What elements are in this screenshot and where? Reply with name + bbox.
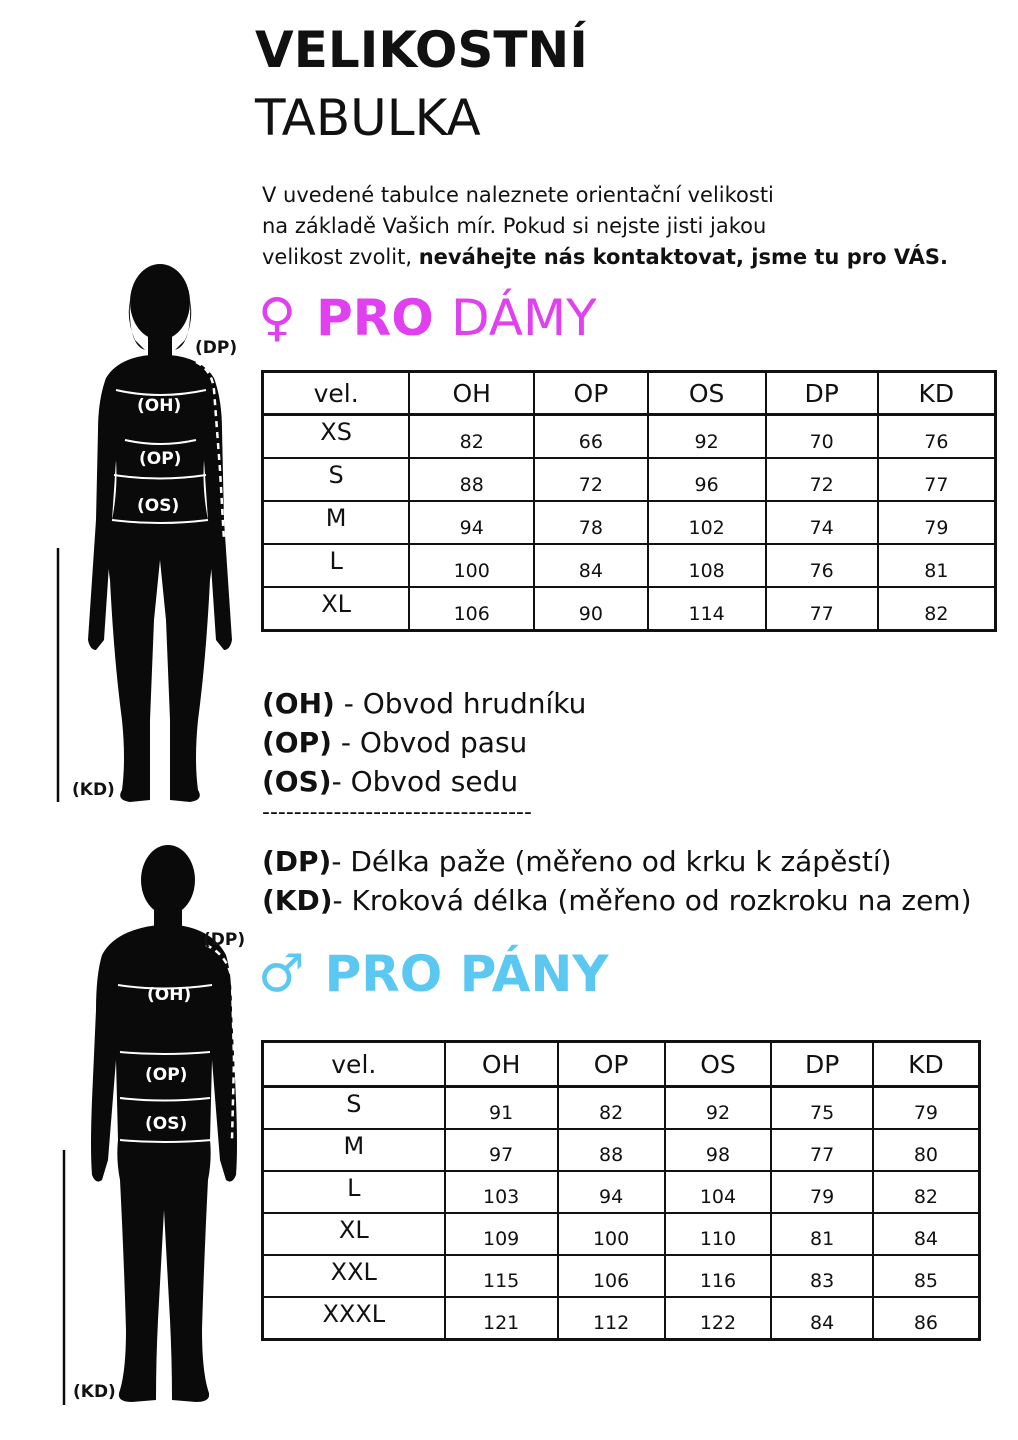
- value-cell: 110: [665, 1213, 772, 1255]
- table-header-cell: OP: [558, 1042, 665, 1087]
- size-cell: XS: [263, 415, 410, 459]
- table-row: [263, 415, 996, 459]
- value-cell: 77: [766, 587, 878, 631]
- value-cell: 81: [878, 544, 996, 587]
- female-label-dp: (DP): [195, 338, 238, 358]
- value-cell: 72: [766, 458, 878, 501]
- female-label-kd: (KD): [72, 780, 115, 800]
- legend-os-text: - Obvod sedu: [331, 765, 519, 798]
- table-header-cell: DP: [766, 372, 878, 415]
- men-section-heading: [258, 944, 609, 1004]
- table-header-cell: KD: [873, 1042, 980, 1087]
- value-cell: 88: [409, 458, 534, 501]
- legend-op-code: (OP): [262, 726, 332, 759]
- value-cell: 98: [665, 1129, 772, 1171]
- value-cell: 76: [878, 415, 996, 459]
- value-cell: 100: [558, 1213, 665, 1255]
- legend-kd-text: - Kroková délka (měřeno od rozkroku na zem): [332, 884, 972, 917]
- legend-dp-text: - Délka paže (měřeno od krku k zápěstí): [331, 845, 892, 878]
- value-cell: 121: [445, 1297, 558, 1340]
- page-title-line-2: TABULKA: [255, 89, 481, 147]
- size-cell: XXL: [263, 1255, 445, 1297]
- table-header-cell: OP: [534, 372, 647, 415]
- legend-os-code: (OS): [262, 765, 332, 798]
- value-cell: 82: [558, 1087, 665, 1130]
- table-row: [263, 1297, 980, 1340]
- value-cell: 82: [873, 1171, 980, 1213]
- size-cell: XXXL: [263, 1297, 445, 1340]
- size-cell: M: [263, 1129, 445, 1171]
- female-symbol-icon: ♀: [258, 288, 297, 348]
- table-header-cell: OH: [445, 1042, 558, 1087]
- value-cell: 70: [766, 415, 878, 459]
- legend-op-text: - Obvod pasu: [331, 726, 528, 759]
- table-row: [263, 587, 996, 631]
- table-row: [263, 544, 996, 587]
- table-header-cell: vel.: [263, 372, 410, 415]
- table-header-cell: KD: [878, 372, 996, 415]
- value-cell: 77: [771, 1129, 872, 1171]
- value-cell: 92: [665, 1087, 772, 1130]
- men-heading-pro: PRO: [324, 945, 443, 1003]
- table-row: [263, 1087, 980, 1130]
- table-row: [263, 1171, 980, 1213]
- size-cell: S: [263, 458, 410, 501]
- table-header-cell: vel.: [263, 1042, 445, 1087]
- table-header-cell: OS: [665, 1042, 772, 1087]
- value-cell: 77: [878, 458, 996, 501]
- women-section-heading: [258, 288, 597, 348]
- female-label-op: (OP): [139, 449, 182, 469]
- female-label-oh: (OH): [137, 396, 182, 416]
- legend: [262, 684, 586, 825]
- value-cell: 106: [558, 1255, 665, 1297]
- size-cell: M: [263, 501, 410, 544]
- value-cell: 92: [648, 415, 766, 459]
- value-cell: 78: [534, 501, 647, 544]
- value-cell: 82: [878, 587, 996, 631]
- value-cell: 122: [665, 1297, 772, 1340]
- page-title-line-1: VELIKOSTNÍ: [255, 21, 588, 79]
- value-cell: 76: [766, 544, 878, 587]
- value-cell: 79: [878, 501, 996, 544]
- male-label-oh: (OH): [147, 985, 192, 1005]
- size-cell: S: [263, 1087, 445, 1130]
- value-cell: 74: [766, 501, 878, 544]
- table-header-row: [263, 372, 996, 415]
- legend-kd: [262, 881, 972, 920]
- value-cell: 84: [771, 1297, 872, 1340]
- value-cell: 82: [409, 415, 534, 459]
- table-row: [263, 458, 996, 501]
- value-cell: 86: [873, 1297, 980, 1340]
- value-cell: 91: [445, 1087, 558, 1130]
- value-cell: 116: [665, 1255, 772, 1297]
- size-cell: L: [263, 1171, 445, 1213]
- value-cell: 109: [445, 1213, 558, 1255]
- value-cell: 97: [445, 1129, 558, 1171]
- table-header-cell: DP: [771, 1042, 872, 1087]
- male-label-kd: (KD): [73, 1382, 116, 1402]
- value-cell: 100: [409, 544, 534, 587]
- table-header-cell: OS: [648, 372, 766, 415]
- table-row: [263, 1129, 980, 1171]
- legend-dp-code: (DP): [262, 845, 332, 878]
- value-cell: 81: [771, 1213, 872, 1255]
- table-row: [263, 1255, 980, 1297]
- value-cell: 83: [771, 1255, 872, 1297]
- legend-lengths: [262, 842, 972, 920]
- table-header-cell: OH: [409, 372, 534, 415]
- value-cell: 108: [648, 544, 766, 587]
- value-cell: 104: [665, 1171, 772, 1213]
- size-cell: XL: [263, 587, 410, 631]
- legend-oh-code: (OH): [262, 687, 335, 720]
- legend-kd-code: (KD): [262, 884, 333, 917]
- table-row: [263, 1213, 980, 1255]
- female-label-os: (OS): [137, 496, 180, 516]
- value-cell: 90: [534, 587, 647, 631]
- legend-separator: ----------------------------------: [262, 800, 532, 825]
- male-label-dp: (DP): [203, 930, 246, 950]
- legend-dp: [262, 842, 972, 881]
- male-label-os: (OS): [145, 1114, 188, 1134]
- legend-oh-text: - Obvod hrudníku: [334, 687, 587, 720]
- table-header-row: [263, 1042, 980, 1087]
- value-cell: 84: [534, 544, 647, 587]
- women-heading-pro: PRO: [316, 289, 434, 347]
- size-cell: L: [263, 544, 410, 587]
- value-cell: 94: [558, 1171, 665, 1213]
- intro-line-3-normal: velikost zvolit,: [262, 245, 419, 269]
- value-cell: 88: [558, 1129, 665, 1171]
- size-cell: XL: [263, 1213, 445, 1255]
- value-cell: 79: [873, 1087, 980, 1130]
- value-cell: 102: [648, 501, 766, 544]
- value-cell: 94: [409, 501, 534, 544]
- value-cell: 112: [558, 1297, 665, 1340]
- value-cell: 115: [445, 1255, 558, 1297]
- intro-line-3-bold: neváhejte nás kontaktovat, jsme tu pro VÁS.: [418, 245, 949, 269]
- value-cell: 84: [873, 1213, 980, 1255]
- table-row: [263, 501, 996, 544]
- legend-oh: [262, 684, 586, 723]
- value-cell: 103: [445, 1171, 558, 1213]
- men-heading-rest: PÁNY: [459, 945, 609, 1003]
- women-size-table: [261, 370, 997, 632]
- men-size-table: [261, 1040, 981, 1341]
- value-cell: 79: [771, 1171, 872, 1213]
- value-cell: 66: [534, 415, 647, 459]
- legend-os: [262, 762, 586, 801]
- value-cell: 80: [873, 1129, 980, 1171]
- intro-line-1: V uvedené tabulce naleznete orientační velikosti: [262, 183, 774, 207]
- value-cell: 85: [873, 1255, 980, 1297]
- value-cell: 106: [409, 587, 534, 631]
- value-cell: 114: [648, 587, 766, 631]
- legend-op: [262, 723, 586, 762]
- women-heading-rest: DÁMY: [451, 289, 597, 347]
- male-label-op: (OP): [145, 1065, 188, 1085]
- value-cell: 75: [771, 1087, 872, 1130]
- male-symbol-icon: ♂: [258, 944, 305, 1004]
- intro-line-2: na základě Vašich mír. Pokud si nejste jisti jakou: [262, 214, 767, 238]
- value-cell: 72: [534, 458, 647, 501]
- value-cell: 96: [648, 458, 766, 501]
